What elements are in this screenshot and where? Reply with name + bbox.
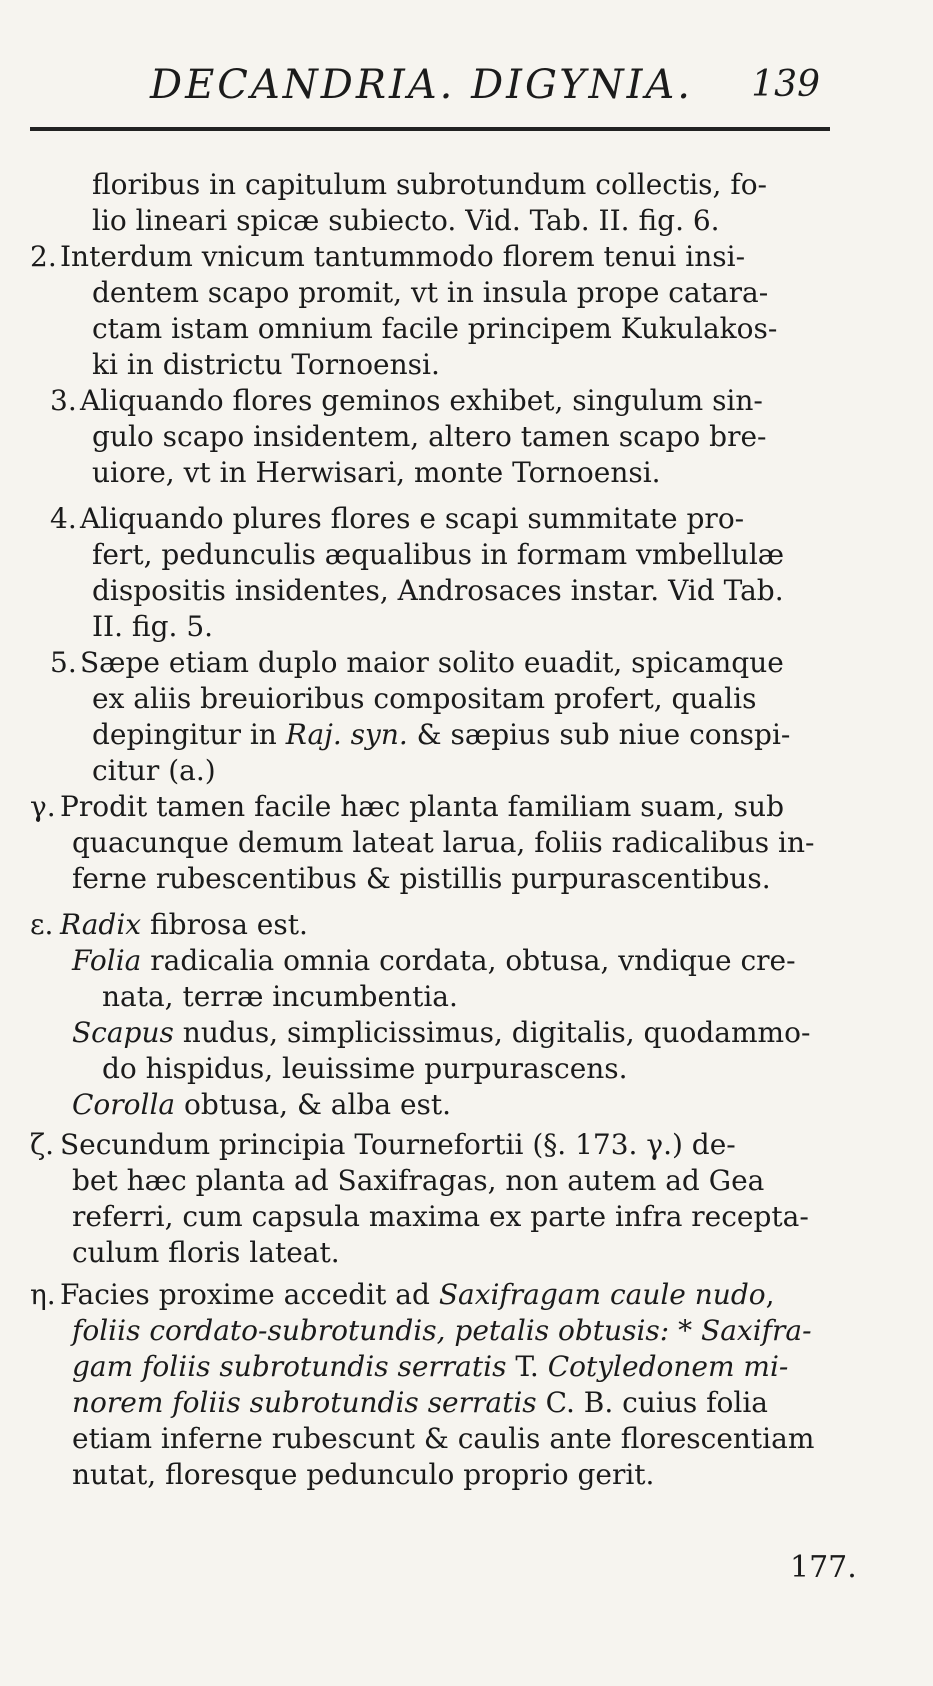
text-run: fert, pedunculis æqualibus in formam vmbellulæ xyxy=(92,538,785,571)
text-line xyxy=(72,826,815,859)
text-line xyxy=(92,456,661,489)
text-line xyxy=(30,1278,775,1311)
text-line xyxy=(92,682,756,715)
text-run: nudus, simplicissimus, digitalis, quodammo- xyxy=(173,1016,811,1049)
text-run: fibrosa est. xyxy=(141,908,308,941)
text-line xyxy=(92,754,216,787)
text-run: bet hæc planta ad Saxifragas, non autem ad Gea xyxy=(72,1164,765,1197)
text-run: etiam inferne rubescunt & caulis ante florescentiam xyxy=(72,1422,815,1455)
italic-text: gam foliis subrotundis serratis xyxy=(72,1350,507,1383)
text-run: depingitur in xyxy=(92,718,286,751)
text-line xyxy=(72,1458,654,1491)
paragraph-number: η. xyxy=(30,1278,56,1311)
text-line xyxy=(72,1422,814,1455)
text-run: Aliquando plures flores e scapi summitate pro- xyxy=(80,502,745,535)
text-run: , xyxy=(765,1278,775,1311)
text-run: nutat, floresque pedunculo proprio gerit. xyxy=(72,1458,655,1491)
text-line xyxy=(72,1314,812,1347)
text-line xyxy=(50,502,744,535)
text-line xyxy=(92,204,720,237)
text-line xyxy=(72,1016,810,1049)
page-number: 139 xyxy=(751,64,820,105)
text-run: ex aliis breuioribus compositam profert, qualis xyxy=(92,682,757,715)
text-line xyxy=(30,240,745,273)
text-run: Sæpe etiam duplo maior solito euadit, spicamque xyxy=(80,646,784,679)
text-run: nata, terræ incumbentia. xyxy=(102,980,458,1013)
italic-text: Scapus xyxy=(72,1016,174,1049)
text-run: radicalia omnia cordata, obtusa, vndique cre- xyxy=(141,944,796,977)
text-line xyxy=(92,420,767,453)
text-line xyxy=(102,980,458,1013)
text-run: floribus in capitulum subrotundum collectis, fo- xyxy=(92,168,768,201)
text-run: dispositis insidentes, Androsaces instar. Vid Tab. xyxy=(92,574,784,607)
text-run: II. fig. 5. xyxy=(92,610,214,643)
catchword: 177. xyxy=(790,1550,857,1585)
italic-text: foliis cordato-subrotundis, petalis obtusis: xyxy=(72,1314,670,1347)
text-run: culum floris lateat. xyxy=(72,1236,340,1269)
italic-text: Folia xyxy=(72,944,142,977)
text-run: ctam istam omnium facile principem Kukulakos- xyxy=(92,312,778,345)
text-line xyxy=(72,1386,768,1419)
text-run: quacunque demum lateat larua, foliis radicalibus in- xyxy=(72,826,815,859)
text-run: ferne rubescentibus & pistillis purpurascentibus. xyxy=(72,862,771,895)
text-run: & sæpius sub niue conspi- xyxy=(407,718,791,751)
text-run: ki in districtu Tornoensi. xyxy=(92,348,440,381)
text-run: dentem scapo promit, vt in insula prope catara- xyxy=(92,276,769,309)
text-run: * xyxy=(669,1314,702,1347)
text-line xyxy=(72,862,771,895)
italic-text: Cotyledonem mi- xyxy=(547,1350,789,1383)
paragraph-number: ζ. xyxy=(30,1128,55,1161)
text-run: referri, cum capsula maxima ex parte infra recepta- xyxy=(72,1200,809,1233)
text-line xyxy=(102,1052,628,1085)
paragraph-number: 5. xyxy=(50,646,77,679)
paragraph-number: ε. xyxy=(30,908,54,941)
paragraph-number: 2. xyxy=(30,240,57,273)
italic-text: Saxifragam caule nudo xyxy=(438,1278,766,1311)
text-line xyxy=(92,574,784,607)
text-line xyxy=(72,1236,340,1269)
italic-text: Saxifra- xyxy=(701,1314,812,1347)
text-line xyxy=(72,1164,764,1197)
text-line xyxy=(92,276,768,309)
paragraph-number: γ. xyxy=(30,790,56,823)
text-line xyxy=(30,1128,736,1161)
header-rule xyxy=(30,127,830,131)
text-line xyxy=(92,168,767,201)
text-line xyxy=(50,646,784,679)
text-line xyxy=(92,348,440,381)
text-run: Interdum vnicum tantummodo florem tenui insi- xyxy=(60,240,746,273)
text-line xyxy=(30,908,308,941)
text-line xyxy=(50,384,763,417)
italic-text: Raj. syn. xyxy=(285,718,408,751)
text-run: obtusa, & alba est. xyxy=(175,1088,452,1121)
paragraph-number: 4. xyxy=(50,502,77,535)
running-title: DECANDRIA. DIGYNIA. xyxy=(150,62,693,108)
text-run: Aliquando flores geminos exhibet, singulum sin- xyxy=(80,384,763,417)
paragraph-number: 3. xyxy=(50,384,77,417)
text-run: do hispidus, leuissime purpurascens. xyxy=(102,1052,628,1085)
text-run: lio lineari spicæ subiecto. Vid. Tab. II. fig. 6. xyxy=(92,204,720,237)
text-run: citur (a.) xyxy=(92,754,216,787)
text-run: Facies proxime accedit ad xyxy=(60,1278,439,1311)
text-line xyxy=(92,610,213,643)
italic-text: Corolla xyxy=(72,1088,176,1121)
text-line xyxy=(92,538,784,571)
text-run: Secundum principia Tournefortii (§. 173. γ.) de- xyxy=(60,1128,736,1161)
text-line xyxy=(72,1200,809,1233)
italic-text: Radix xyxy=(60,908,142,941)
text-line xyxy=(72,1350,788,1383)
text-line xyxy=(72,1088,451,1121)
text-run: uiore, vt in Herwisari, monte Tornoensi. xyxy=(92,456,661,489)
text-run: Prodit tamen facile hæc planta familiam suam, sub xyxy=(60,790,785,823)
text-run: gulo scapo insidentem, altero tamen scapo bre- xyxy=(92,420,767,453)
text-run: C. B. cuius folia xyxy=(536,1386,768,1419)
text-line xyxy=(30,790,784,823)
text-line xyxy=(92,718,790,751)
text-run: T. xyxy=(506,1350,548,1383)
text-line xyxy=(92,312,777,345)
italic-text: norem foliis subrotundis serratis xyxy=(72,1386,537,1419)
text-line xyxy=(72,944,796,977)
page-header xyxy=(150,62,830,122)
